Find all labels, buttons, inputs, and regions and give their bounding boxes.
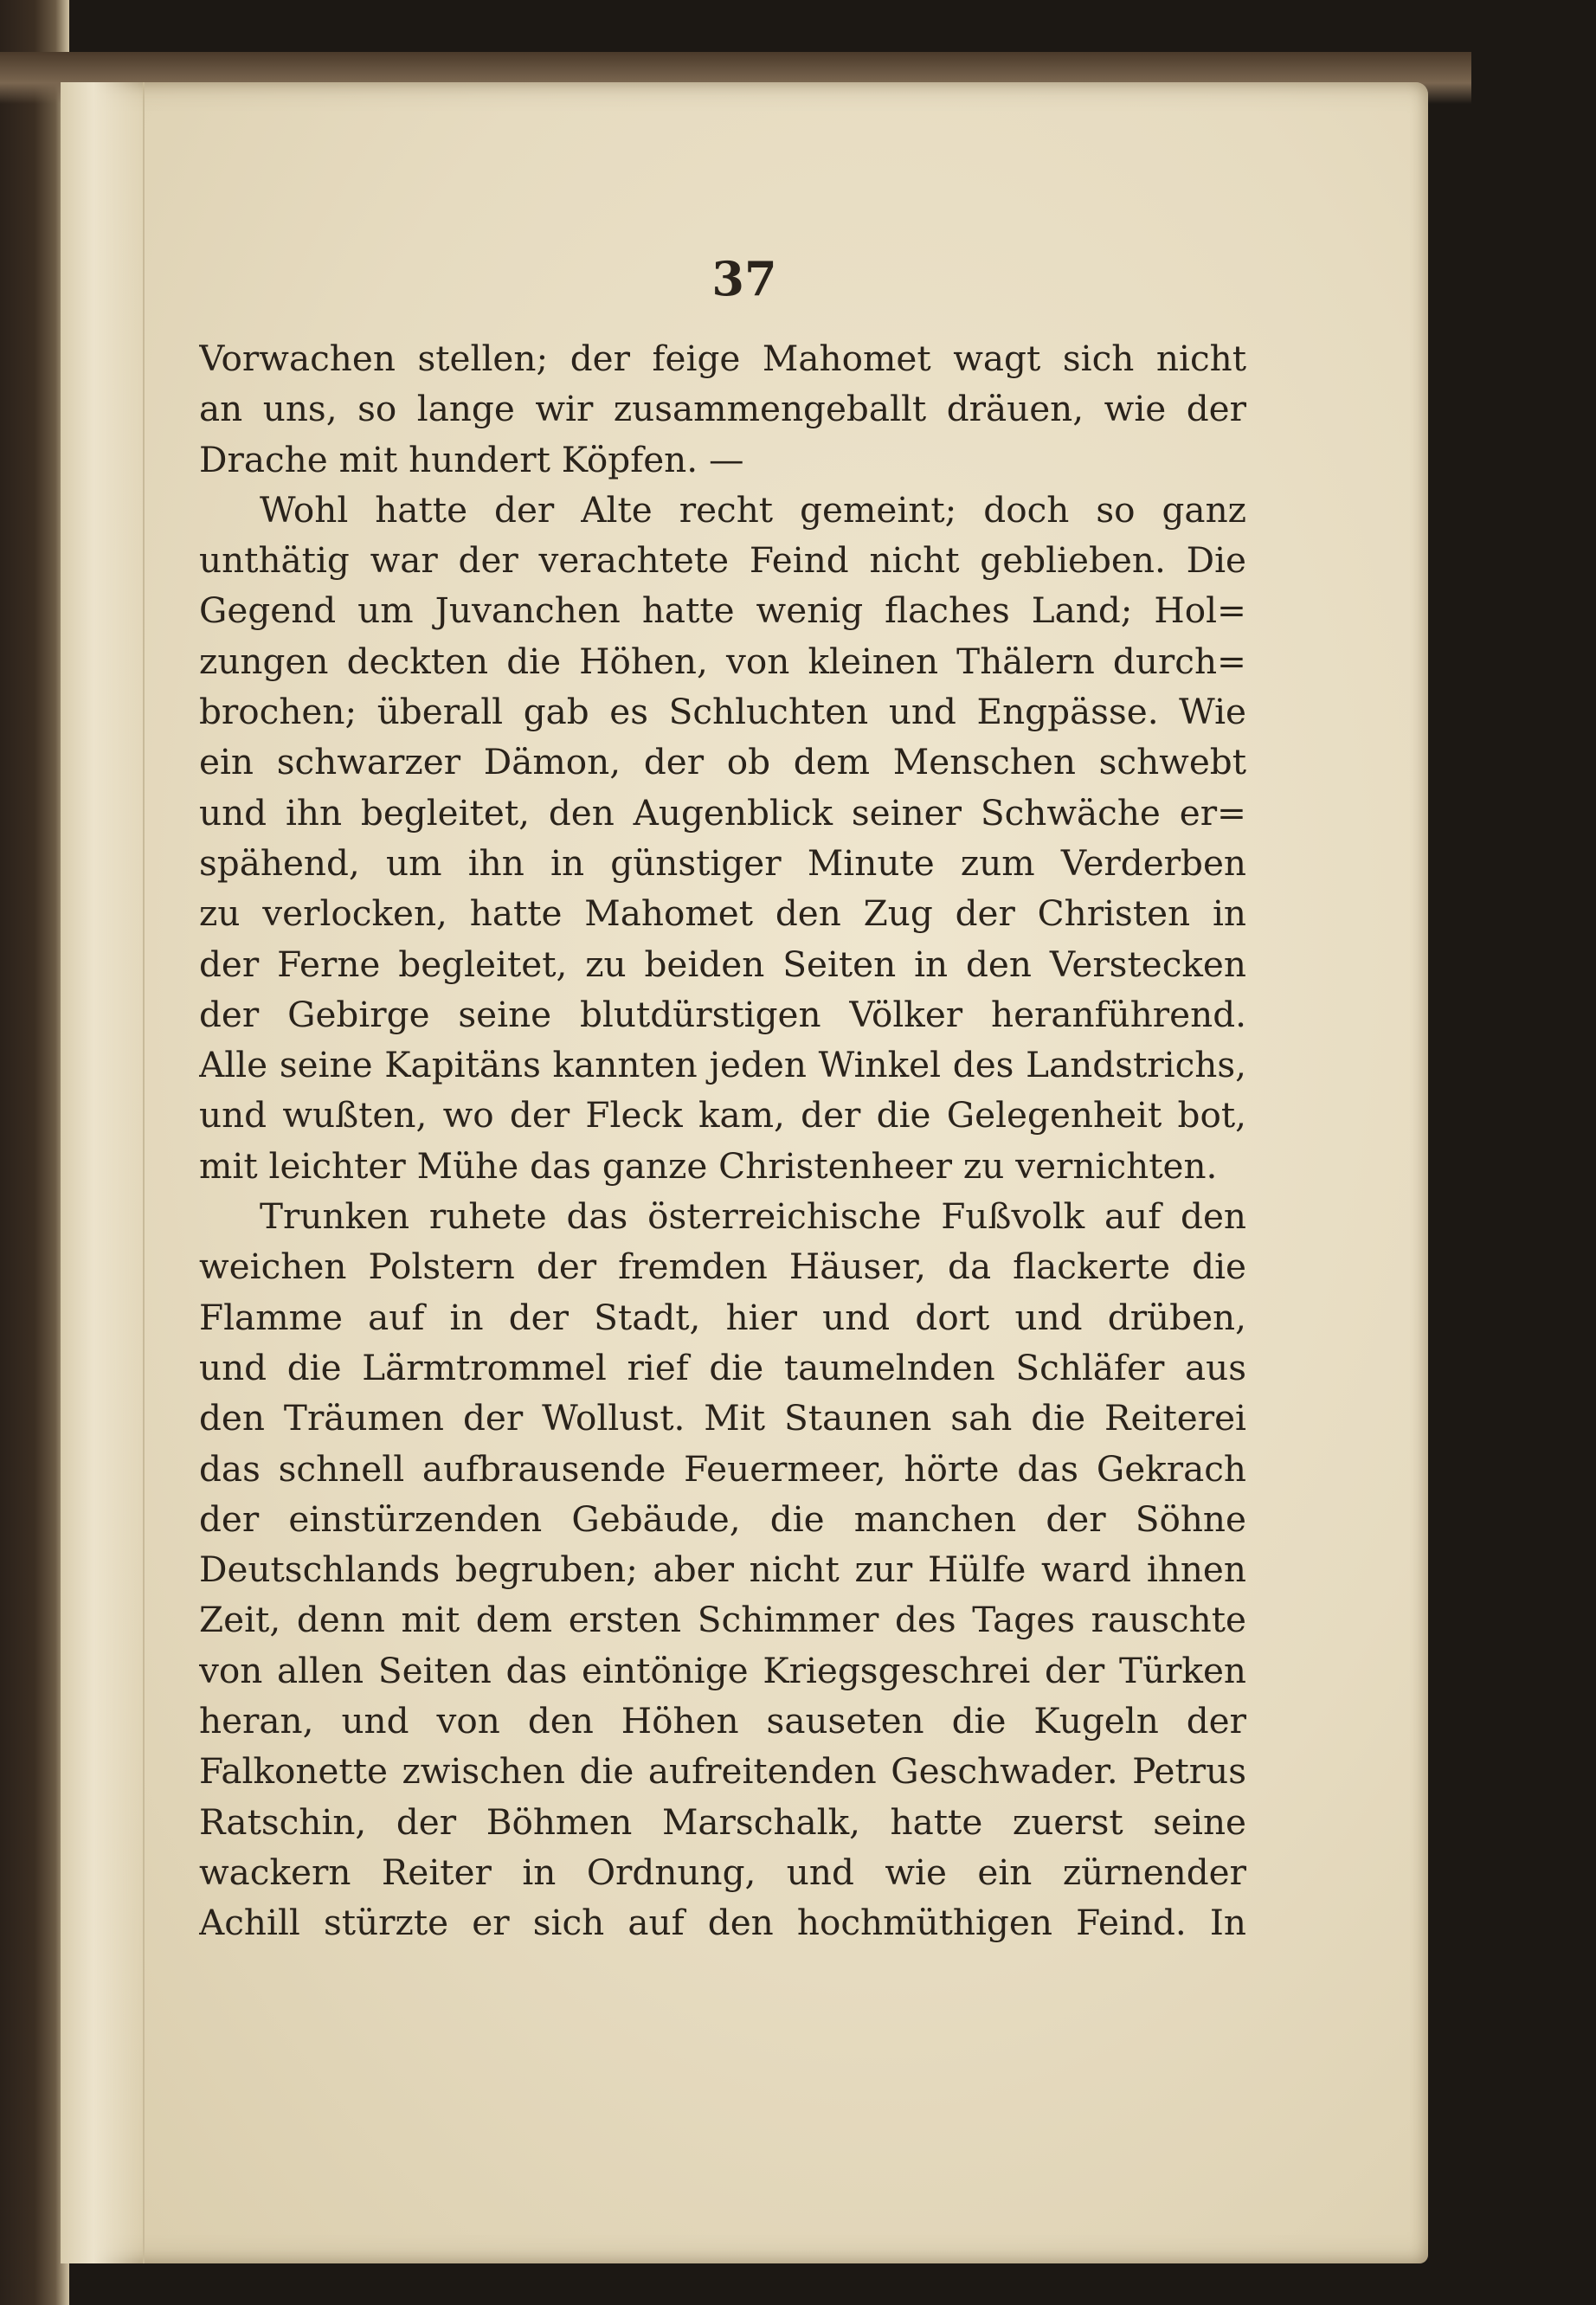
text-line: den Träumen der Wollust. Mit Staunen sah die Reiterei: [199, 1397, 1246, 1439]
text-line: der Ferne begleitet, zu beiden Seiten in den Verstecken: [199, 943, 1246, 985]
page-gutter: [61, 82, 145, 2263]
text-line: Zeit, denn mit dem ersten Schimmer des Tages rauschte: [199, 1599, 1246, 1641]
text-line: mit leichter Mühe das ganze Christenheer zu vernichten.: [199, 1144, 1218, 1187]
text-line: spähend, um ihn in günstiger Minute zum Verderben: [199, 841, 1246, 884]
text-line: weichen Polstern der fremden Häuser, da flackerte die: [199, 1246, 1246, 1288]
text-line: Falkonette zwischen die aufreitenden Geschwader. Petrus: [199, 1750, 1246, 1793]
text-line: Achill stürzte er sich auf den hochmüthigen Feind. In: [199, 1902, 1246, 1944]
text-line: Deutschlands begruben; aber nicht zur Hülfe ward ihnen: [199, 1548, 1246, 1591]
text-line: der einstürzenden Gebäude, die manchen der Söhne: [199, 1497, 1246, 1540]
text-line: Alle seine Kapitäns kannten jeden Winkel des Landstrichs,: [199, 1044, 1246, 1086]
text-line: Vorwachen stellen; der feige Mahomet wagt sich nicht: [199, 338, 1246, 379]
text-line: unthätig war der verachtete Feind nicht geblieben. Die: [199, 539, 1246, 582]
page-number: 37: [711, 251, 777, 306]
text-line: zungen deckten die Höhen, von kleinen Thälern durch=: [199, 640, 1246, 682]
text-line: an uns, so lange wir zusammengeballt dräuen, wie der: [199, 388, 1246, 430]
text-line: Flamme auf in der Stadt, hier und dort und drüben,: [199, 1296, 1246, 1338]
text-line: ein schwarzer Dämon, der ob dem Menschen schwebt: [199, 741, 1246, 783]
body-text: [199, 333, 1246, 1948]
text-line: wackern Reiter in Ordnung, und wie ein zürnender: [199, 1851, 1246, 1893]
text-line: zu verlocken, hatte Mahomet den Zug der Christen in: [199, 892, 1246, 935]
text-line: und wußten, wo der Fleck kam, der die Gelegenheit bot,: [199, 1094, 1246, 1136]
book-page: [61, 82, 1428, 2263]
book-cover-edge: [0, 0, 69, 2305]
text-line: heran, und von den Höhen sauseten die Kugeln der: [199, 1700, 1246, 1742]
text-line: von allen Seiten das eintönige Kriegsgeschrei der Türken: [199, 1649, 1246, 1691]
text-line: der Gebirge seine blutdürstigen Völker heranführend.: [199, 993, 1246, 1035]
text-line: Trunken ruhete das österreichische Fußvolk auf den: [260, 1195, 1246, 1238]
text-line: Gegend um Juvanchen hatte wenig flaches Land; Hol=: [199, 589, 1246, 632]
text-line: Wohl hatte der Alte recht gemeint; doch so ganz: [260, 488, 1246, 531]
text-line: Ratschin, der Böhmen Marschalk, hatte zuerst seine: [199, 1800, 1246, 1843]
text-line: und die Lärmtrommel rief die taumelnden Schläfer aus: [199, 1346, 1246, 1388]
text-line: und ihn begleitet, den Augenblick seiner Schwäche er=: [199, 791, 1246, 834]
text-line: das schnell aufbrausende Feuermeer, hörte das Gekrach: [199, 1447, 1246, 1490]
text-line: Drache mit hundert Köpfen. —: [199, 438, 744, 480]
text-line: brochen; überall gab es Schluchten und Engpässe. Wie: [199, 691, 1246, 733]
